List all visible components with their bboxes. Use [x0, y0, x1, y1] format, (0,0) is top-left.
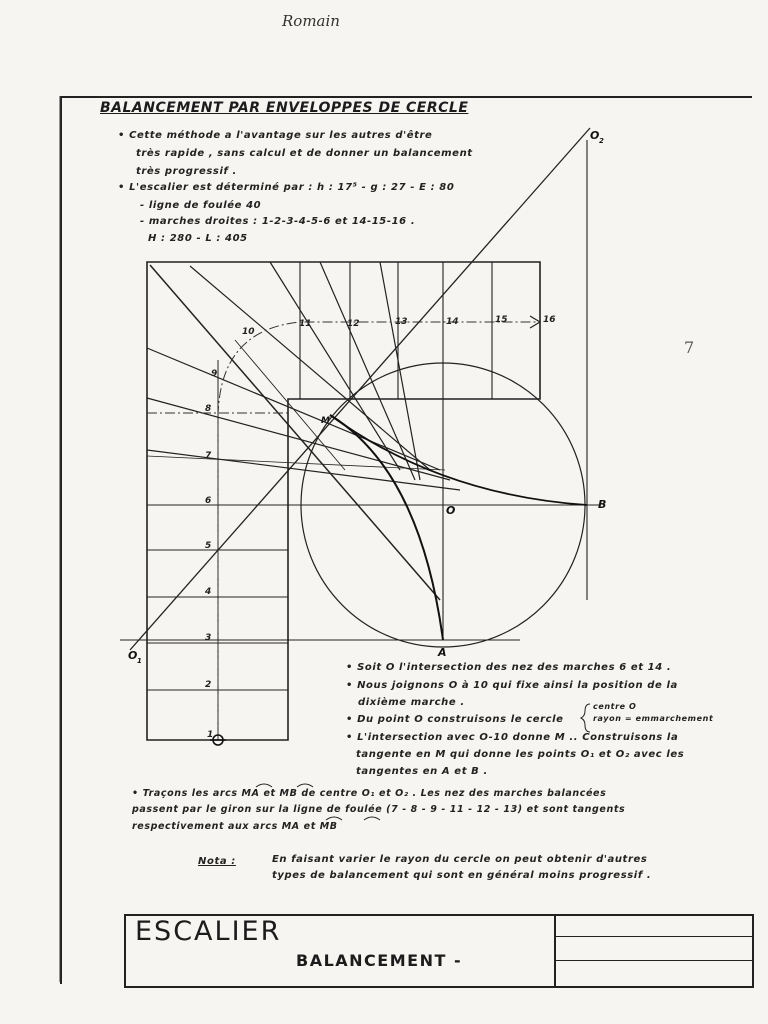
step-label-5: 5 — [205, 541, 212, 551]
trace-text-1: • Traçons les arcs MA et MB de centre O₁ et O₂ . Les nez des marches balancées — [132, 788, 607, 799]
note-label: Nota : — [198, 856, 236, 867]
author-signature: Romain — [282, 12, 340, 30]
step-label-10: 10 — [242, 327, 255, 337]
step-text-4-rayon: rayon = emmarchement — [593, 714, 714, 723]
point-label-o2-sub: 2 — [599, 137, 604, 145]
note-line-2: types de balancement qui sont en général moins progressif . — [272, 870, 652, 881]
title-block-fields — [554, 916, 752, 986]
intro-line-6: - marches droites : 1-2-3-4-5-6 et 14-15-16 . — [140, 216, 416, 227]
step-label-8: 8 — [205, 404, 212, 414]
arc-symbol-ma-1 — [256, 784, 272, 787]
trace-text-3: respectivement aux arcs MA et MB — [132, 821, 338, 832]
point-label-o1-sub: 1 — [137, 657, 142, 665]
tangent-line — [130, 128, 590, 650]
step-label-11: 11 — [299, 319, 312, 329]
intro-line-1: • Cette méthode a l'avantage sur les autres d'être — [118, 130, 433, 141]
step-label-9: 9 — [211, 369, 218, 379]
intro-line-5: - ligne de foulée 40 — [140, 200, 262, 211]
title-block-field-line — [556, 960, 752, 961]
arc-symbol-mb-2 — [364, 817, 380, 820]
point-label-o: O — [446, 504, 456, 517]
step-text-1: • Soit O l'intersection des nez des marches 6 et 14 . — [346, 662, 672, 673]
step-label-15: 15 — [495, 315, 508, 325]
step-text-6: tangente en M qui donne les points O₁ et O₂ avec les — [356, 749, 685, 760]
step-label-7: 7 — [205, 451, 212, 461]
point-label-b: B — [598, 498, 607, 511]
intro-line-3: très progressif . — [136, 166, 237, 177]
step-label-13: 13 — [395, 317, 408, 327]
step-label-3: 3 — [205, 633, 212, 643]
point-label-o2: O — [590, 129, 600, 142]
step-label-2: 2 — [205, 680, 212, 690]
step-label-6: 6 — [205, 496, 212, 506]
step-text-7: tangentes en A et B . — [356, 766, 488, 777]
step-text-4-centre: centre O — [593, 702, 637, 711]
step-label-16: 16 — [543, 315, 556, 325]
trace-text-2: passent par le giron sur la ligne de foulée (7 - 8 - 9 - 11 - 12 - 13) et sont tangents — [132, 804, 626, 815]
note-line-1: En faisant varier le rayon du cercle on peut obtenir d'autres — [272, 854, 648, 865]
step-label-1: 1 — [207, 730, 214, 740]
point-label-a: A — [438, 646, 447, 659]
step-text-2: • Nous joignons O à 10 qui fixe ainsi la position de la — [346, 680, 678, 691]
intro-line-2: très rapide , sans calcul et de donner un balancement — [136, 148, 473, 159]
step-text-3: dixième marche . — [358, 697, 465, 708]
point-label-o1: O — [128, 649, 138, 662]
arc-mb — [330, 415, 587, 505]
balanced-treads — [147, 262, 460, 600]
page-title: BALANCEMENT PAR ENVELOPPES DE CERCLE — [100, 100, 469, 116]
intro-line-4: • L'escalier est déterminé par : h : 17⁵ - g : 27 - E : 80 — [118, 182, 455, 193]
arc-symbol-ma-2 — [326, 817, 342, 820]
intro-line-7: H : 280 - L : 405 — [148, 233, 248, 244]
point-label-m: M — [321, 416, 330, 426]
step-text-5: • L'intersection avec O-10 donne M .. Construisons la — [346, 732, 679, 743]
step-text-4: • Du point O construisons le cercle — [346, 714, 564, 725]
margin-mark: 7 — [684, 338, 695, 357]
step-label-14: 14 — [446, 317, 459, 327]
step-label-4: 4 — [205, 587, 212, 597]
arc-symbol-mb-1 — [297, 784, 313, 787]
title-block-title: ESCALIER — [135, 916, 282, 947]
step-label-12: 12 — [347, 319, 360, 329]
title-block-field-line — [556, 936, 752, 937]
definition-brace — [581, 704, 590, 732]
walking-line — [147, 322, 540, 740]
title-block-subtitle: BALANCEMENT - — [296, 951, 463, 970]
